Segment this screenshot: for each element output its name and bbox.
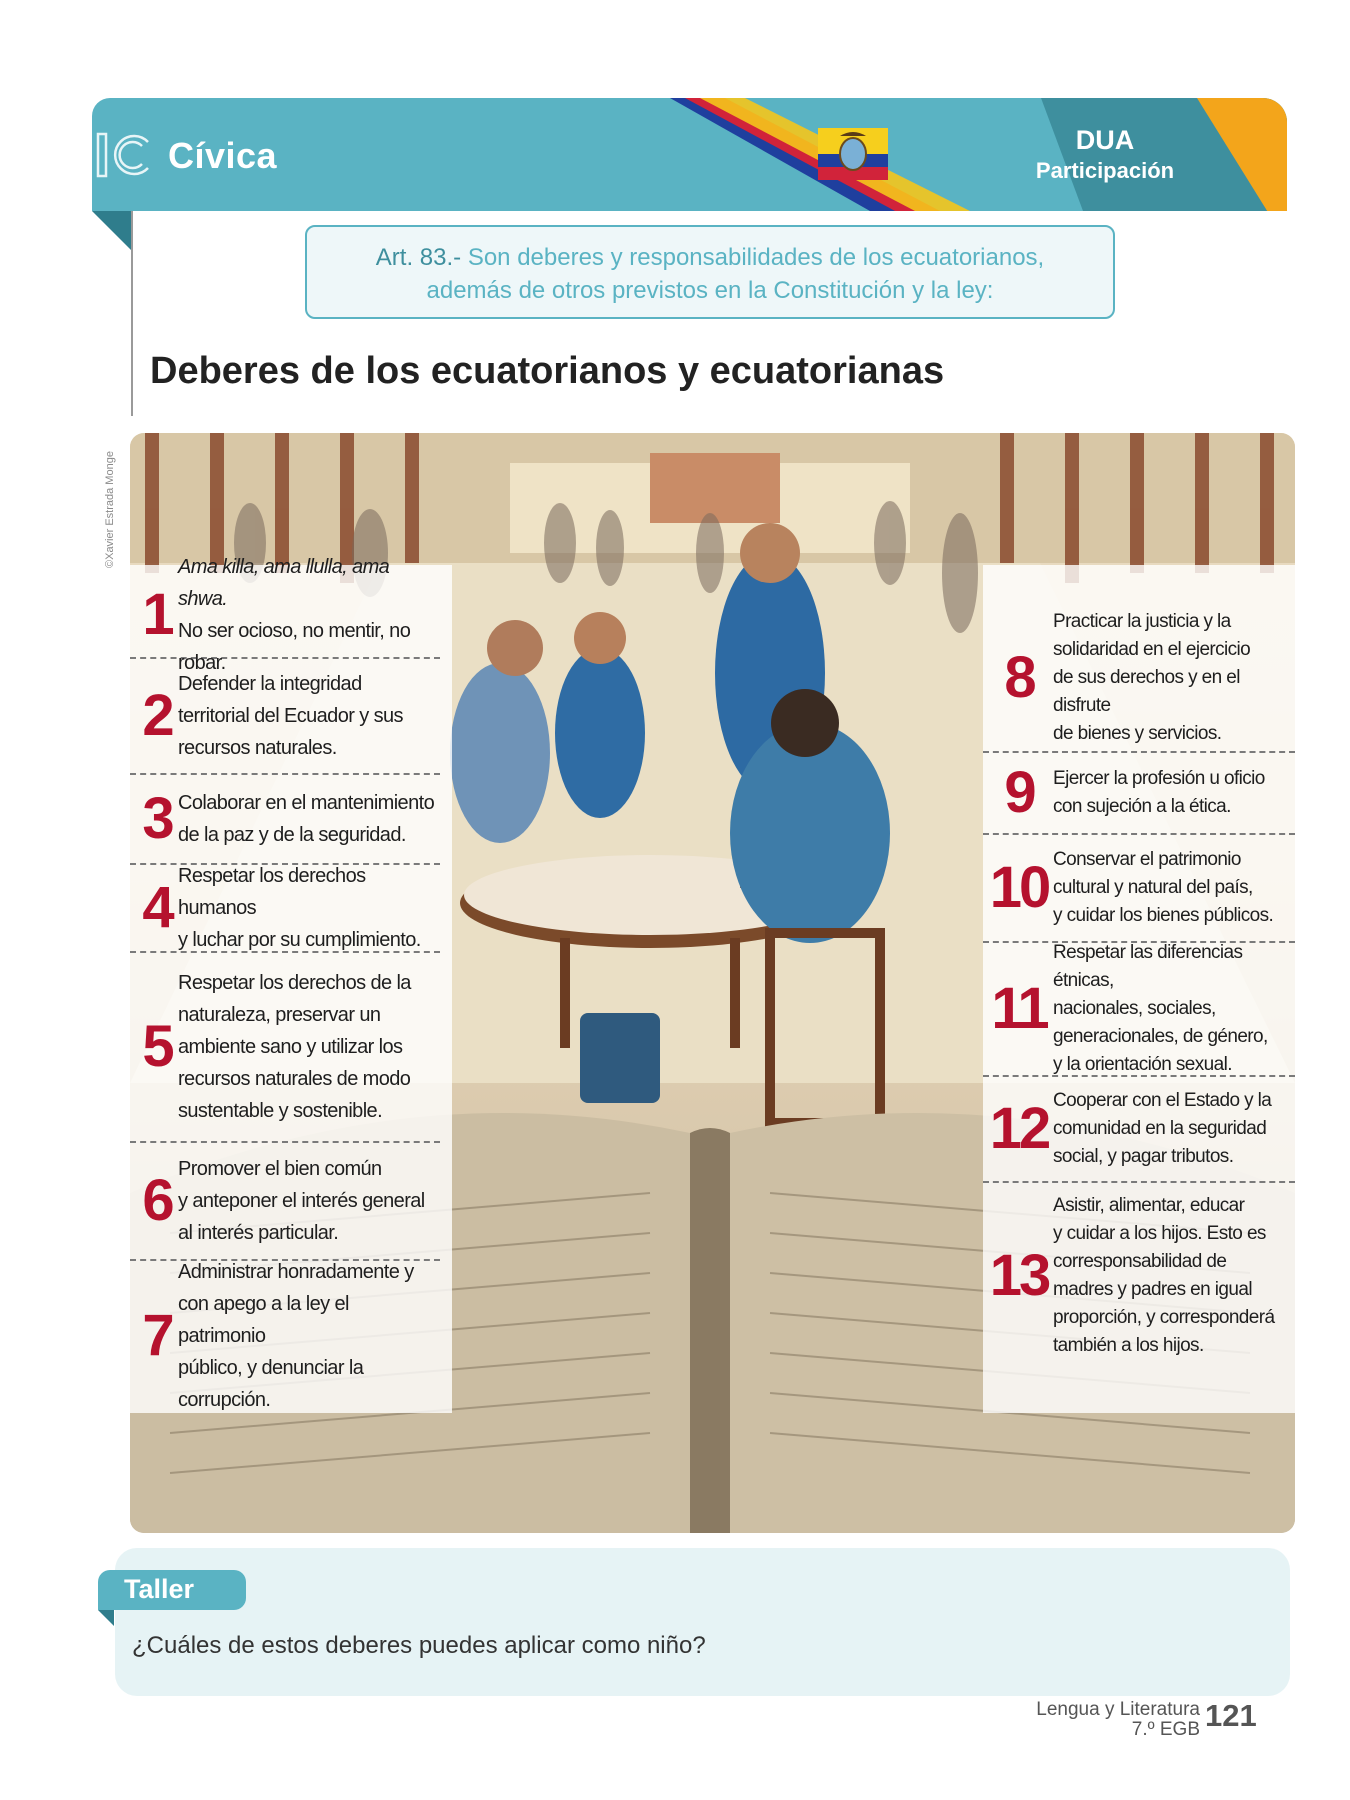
duty-line: Defender la integridad — [178, 673, 362, 695]
duty-line: territorial del Ecuador y sus — [178, 705, 403, 727]
duty-line: Ejercer la profesión u oficio — [1053, 768, 1265, 789]
duty-line: Practicar la justicia y la — [1053, 611, 1231, 632]
duty-line: Respetar las diferencias étnicas, — [1053, 942, 1243, 991]
duty-line: nacionales, sociales, — [1053, 998, 1216, 1019]
duty-line: y cuidar a los hijos. Esto es — [1053, 1223, 1266, 1244]
duty-line: ambiente sano y utilizar los — [178, 1036, 403, 1058]
duty-item-9 — [983, 753, 1295, 835]
duty-number: 10 — [989, 855, 1049, 920]
taller-box — [115, 1548, 1290, 1696]
duty-text — [178, 668, 403, 764]
duty-item-5 — [130, 953, 440, 1143]
duty-item-13 — [983, 1183, 1295, 1369]
footer-subject: Lengua y Literatura — [1036, 1699, 1200, 1720]
article-line-1 — [307, 241, 1113, 274]
duty-line: proporción, y corresponderá — [1053, 1307, 1275, 1328]
duty-line: recursos naturales de modo — [178, 1068, 411, 1090]
duty-text — [1053, 846, 1273, 930]
duty-line: corrupción. — [178, 1389, 271, 1411]
duty-line: al interés particular. — [178, 1222, 339, 1244]
duty-number: 13 — [989, 1243, 1049, 1308]
duty-item-7 — [130, 1261, 440, 1411]
duty-number: 6 — [142, 1168, 172, 1233]
duty-item-2 — [130, 659, 440, 775]
duty-item-10 — [983, 835, 1295, 943]
duty-text — [178, 1256, 440, 1416]
duty-line: naturaleza, preservar un — [178, 1004, 381, 1026]
taller-question: ¿Cuáles de estos deberes puedes aplicar como niño? — [132, 1632, 706, 1659]
article-line-2: además de otros previstos en la Constitución y la ley: — [426, 277, 994, 304]
duties-right-panel — [983, 565, 1295, 1413]
duty-line: y anteponer el interés general — [178, 1190, 425, 1212]
duty-line: y la orientación sexual. — [1053, 1054, 1232, 1075]
duty-line: comunidad en la seguridad — [1053, 1118, 1267, 1139]
duty-text — [1053, 1192, 1274, 1360]
duty-text — [178, 787, 434, 851]
duty-item-1 — [130, 556, 440, 674]
duty-line: social, y pagar tributos. — [1053, 1146, 1234, 1167]
duty-line: cultural y natural del país, — [1053, 877, 1253, 898]
dua-badge — [1010, 125, 1200, 184]
duty-number: 3 — [142, 786, 172, 851]
taller-label: Taller — [98, 1570, 246, 1610]
duty-number: 12 — [989, 1096, 1049, 1161]
duty-number: 1 — [142, 582, 172, 647]
page-number: 121 — [1205, 1698, 1257, 1733]
duty-text — [1053, 765, 1265, 821]
duty-line: Ama killa, ama llulla, ama shwa. — [178, 556, 390, 610]
duty-number: 8 — [1004, 645, 1034, 710]
duty-item-3 — [130, 775, 440, 865]
duty-line: Cooperar con el Estado y la — [1053, 1090, 1272, 1111]
duty-item-4 — [130, 865, 440, 953]
duty-line: Conservar el patrimonio — [1053, 849, 1241, 870]
duty-line: de sus derechos y en el disfrute — [1053, 667, 1240, 716]
duty-text — [178, 1153, 425, 1249]
duty-item-8 — [983, 605, 1295, 753]
duty-line: sustentable y sostenible. — [178, 1100, 383, 1122]
duty-text — [1053, 608, 1295, 748]
section-title: Cívica — [168, 135, 278, 176]
duty-line: público, y denunciar la — [178, 1357, 364, 1379]
ecuador-flag-ribbon-icon — [670, 98, 1000, 211]
duty-line: con apego a la ley el patrimonio — [178, 1293, 349, 1347]
duty-number: 4 — [142, 875, 172, 940]
duty-line: y luchar por su cumplimiento. — [178, 929, 421, 951]
duty-line: generacionales, de género, — [1053, 1026, 1268, 1047]
duty-line: solidaridad en el ejercicio — [1053, 639, 1251, 660]
dua-title: DUA — [1075, 125, 1135, 155]
duty-line: No ser ocioso, no mentir, no robar. — [178, 620, 411, 674]
duties-left-panel — [130, 556, 452, 1413]
duty-text — [178, 860, 440, 956]
duty-number: 9 — [1004, 760, 1034, 825]
duty-text — [178, 967, 411, 1127]
duty-line: de bienes y servicios. — [1053, 723, 1222, 744]
duty-line: también a los hijos. — [1053, 1335, 1204, 1356]
duty-line: corresponsabilidad de — [1053, 1251, 1227, 1272]
duty-line: Respetar los derechos de la — [178, 972, 411, 994]
footer-book-info — [1036, 1700, 1200, 1740]
image-credit: ©Xavier Estrada Monge — [104, 451, 116, 568]
duty-item-11 — [983, 943, 1295, 1077]
duty-line: Colaborar en el mantenimiento — [178, 792, 435, 814]
duty-number: 7 — [142, 1303, 172, 1368]
page-title: Deberes de los ecuatorianos y ecuatorianas — [150, 350, 945, 392]
taller-fold — [98, 1610, 114, 1626]
duty-line: Asistir, alimentar, educar — [1053, 1195, 1245, 1216]
footer-grade: 7.º EGB — [1131, 1719, 1200, 1740]
margin-line — [131, 211, 133, 416]
dua-subtitle: Participación — [1035, 158, 1175, 183]
duty-line: Respetar los derechos humanos — [178, 865, 366, 919]
duty-line: y cuidar los bienes públicos. — [1053, 905, 1274, 926]
duty-line: con sujeción a la ética. — [1053, 796, 1231, 817]
duty-number: 11 — [991, 976, 1047, 1041]
duty-item-6 — [130, 1143, 440, 1261]
article-text-1: Son deberes y responsabilidades de los ecuatorianos, — [467, 244, 1045, 271]
article-number: Art. 83.- — [375, 244, 462, 271]
duty-number: 2 — [142, 683, 172, 748]
banner-fold — [92, 211, 132, 251]
duty-text — [1053, 1087, 1271, 1171]
duty-item-12 — [983, 1077, 1295, 1183]
ic-logo-icon — [96, 132, 156, 178]
duty-line: madres y padres en igual — [1053, 1279, 1252, 1300]
duty-text — [1053, 939, 1295, 1079]
duty-line: de la paz y de la seguridad. — [178, 824, 406, 846]
duty-number: 5 — [142, 1014, 172, 1079]
article-box — [305, 225, 1115, 319]
duty-line: Promover el bien común — [178, 1158, 382, 1180]
duty-line: Administrar honradamente y — [178, 1261, 414, 1283]
duty-line: recursos naturales. — [178, 737, 337, 759]
